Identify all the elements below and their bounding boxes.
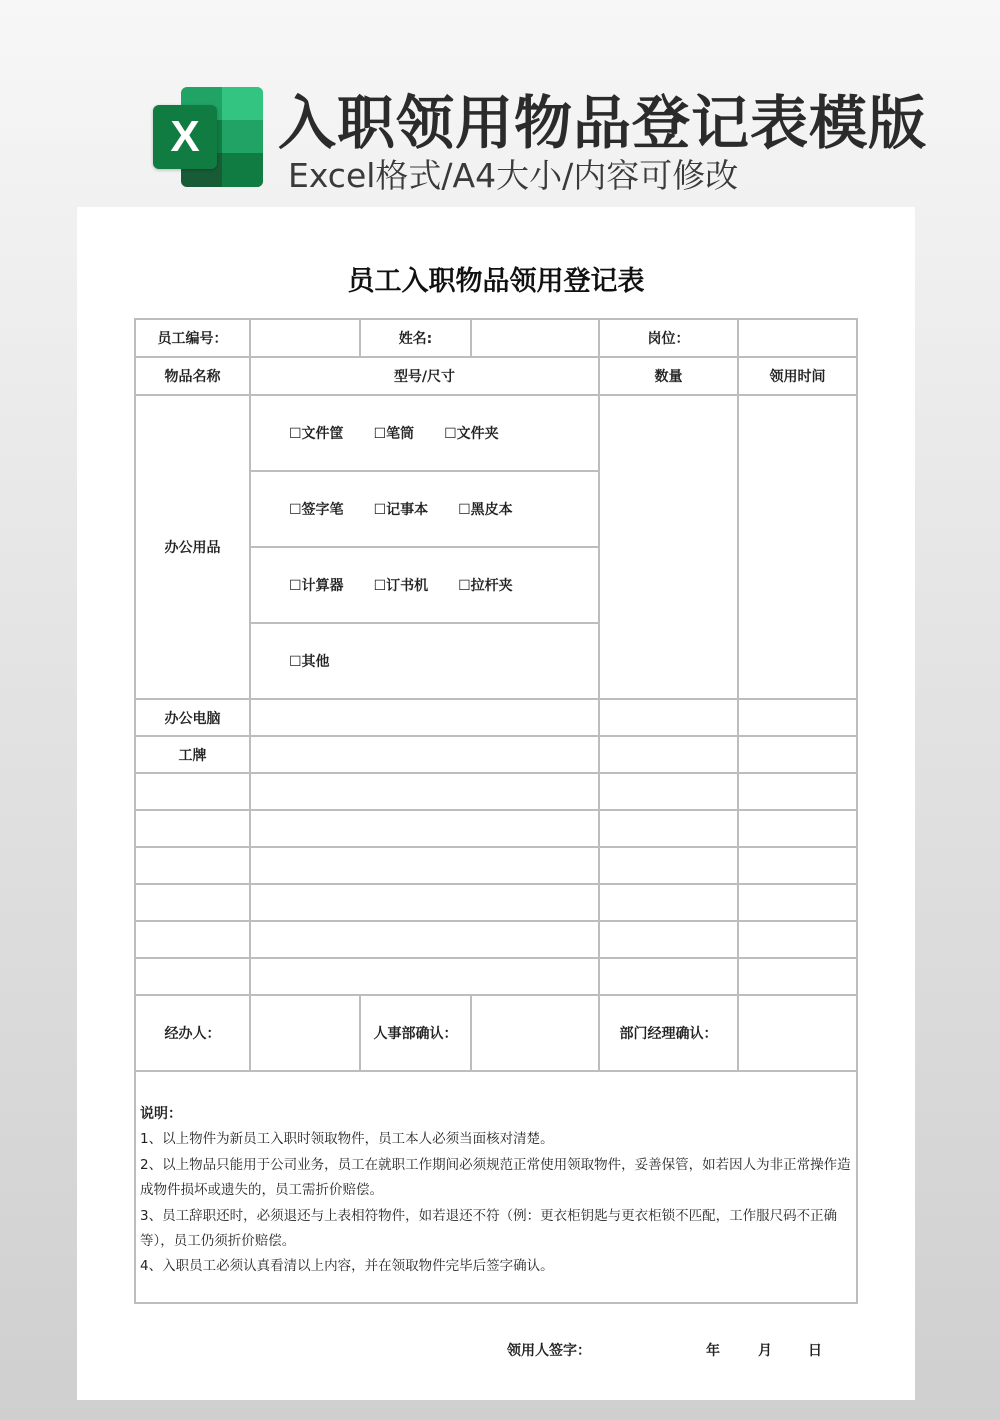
- checkbox-notebook[interactable]: ☐记事本: [373, 502, 429, 518]
- note-line: 4、入职员工必须认真看清以上内容，并在领取物件完毕后签字确认。: [140, 1258, 554, 1275]
- supply-row-4: [250, 623, 599, 699]
- table-row: [135, 699, 857, 736]
- table-row: [135, 884, 857, 921]
- banner-title: 入职领用物品登记表模版: [278, 89, 928, 157]
- signature-label: 领用人签字：: [507, 1343, 591, 1359]
- checkbox-other[interactable]: ☐其他: [289, 654, 330, 670]
- office-supplies-label: 办公用品: [135, 395, 250, 699]
- notes-title: 说明：: [140, 1106, 182, 1122]
- empty-item-field[interactable]: [135, 773, 250, 810]
- notes-section: [135, 1071, 857, 1303]
- computer-model-field[interactable]: [250, 699, 599, 736]
- name-label: 姓名:: [360, 319, 471, 357]
- date-year-label: 年: [706, 1343, 720, 1359]
- empty-time-field[interactable]: [738, 847, 857, 884]
- empty-qty-field[interactable]: [599, 810, 738, 847]
- table-row: [135, 395, 857, 471]
- badge-qty-field[interactable]: [599, 736, 738, 773]
- empty-qty-field[interactable]: [599, 847, 738, 884]
- computer-time-field[interactable]: [738, 699, 857, 736]
- hr-confirm-label: 人事部确认：: [360, 995, 471, 1071]
- empty-model-field[interactable]: [250, 810, 599, 847]
- supply-row-1: [250, 395, 599, 471]
- manager-confirm-label: 部门经理确认：: [599, 995, 738, 1071]
- handler-label: 经办人：: [135, 995, 250, 1071]
- empty-qty-field[interactable]: [599, 884, 738, 921]
- badge-time-field[interactable]: [738, 736, 857, 773]
- checkbox-signing-pen[interactable]: ☐签字笔: [289, 502, 344, 518]
- table-row: [135, 810, 857, 847]
- handler-field[interactable]: [250, 995, 360, 1071]
- date-day-label: 日: [808, 1343, 822, 1359]
- empty-item-field[interactable]: [135, 921, 250, 958]
- table-row: [135, 319, 857, 357]
- position-label: 岗位：: [599, 319, 738, 357]
- table-header-row: [135, 357, 857, 395]
- checkbox-rod-clip[interactable]: ☐拉杆夹: [458, 578, 513, 594]
- employee-no-field[interactable]: [250, 319, 360, 357]
- supplies-qty-field[interactable]: [599, 395, 738, 699]
- notes-row: [135, 1071, 857, 1303]
- empty-model-field[interactable]: [250, 958, 599, 995]
- table-row: [135, 958, 857, 995]
- checkbox-black-notebook[interactable]: ☐黑皮本: [458, 502, 513, 518]
- supply-row-3: [250, 547, 599, 623]
- checkbox-stapler[interactable]: ☐订书机: [373, 578, 429, 594]
- note-line: 3、员工辞职还时，必须退还与上表相符物件，如若退还不符（例：更衣柜钥匙与更衣柜锁不匹配，工作服尺码不正确等），员工仍须折价赔偿。: [140, 1207, 838, 1250]
- position-field[interactable]: [738, 319, 857, 357]
- checkbox-calculator[interactable]: ☐计算器: [289, 578, 344, 594]
- form-title: 员工入职物品领用登记表: [347, 266, 645, 297]
- badge-model-field[interactable]: [250, 736, 599, 773]
- checkbox-folder[interactable]: ☐文件夹: [444, 426, 499, 442]
- computer-qty-field[interactable]: [599, 699, 738, 736]
- col-qty-header: 数量: [599, 357, 738, 395]
- supplies-time-field[interactable]: [738, 395, 857, 699]
- empty-item-field[interactable]: [135, 810, 250, 847]
- banner-subtitle: Excel格式/A4大小/内容可修改: [288, 156, 739, 195]
- empty-time-field[interactable]: [738, 921, 857, 958]
- excel-icon: [153, 87, 263, 187]
- empty-item-field[interactable]: [135, 958, 250, 995]
- table-row: [135, 847, 857, 884]
- empty-qty-field[interactable]: [599, 773, 738, 810]
- manager-confirm-field[interactable]: [738, 995, 857, 1071]
- col-item-header: 物品名称: [135, 357, 250, 395]
- date-month-label: 月: [758, 1343, 772, 1359]
- col-time-header: 领用时间: [738, 357, 857, 395]
- empty-time-field[interactable]: [738, 958, 857, 995]
- hr-confirm-field[interactable]: [471, 995, 599, 1071]
- empty-model-field[interactable]: [250, 847, 599, 884]
- empty-item-field[interactable]: [135, 847, 250, 884]
- table-row: [135, 773, 857, 810]
- empty-model-field[interactable]: [250, 773, 599, 810]
- checkbox-pen-holder[interactable]: ☐笔筒: [373, 426, 415, 442]
- empty-qty-field[interactable]: [599, 921, 738, 958]
- form-paper: [77, 207, 915, 1400]
- col-model-header: 型号/尺寸: [250, 357, 599, 395]
- empty-time-field[interactable]: [738, 810, 857, 847]
- registration-table: [134, 318, 858, 1304]
- checkbox-file-basket[interactable]: ☐文件筐: [289, 426, 344, 442]
- table-row: [135, 921, 857, 958]
- table-row: [135, 995, 857, 1071]
- note-line: 1、以上物件为新员工入职时领取物件，员工本人必须当面核对清楚。: [140, 1131, 554, 1148]
- empty-time-field[interactable]: [738, 773, 857, 810]
- empty-time-field[interactable]: [738, 884, 857, 921]
- empty-model-field[interactable]: [250, 884, 599, 921]
- supply-row-2: [250, 471, 599, 547]
- name-field[interactable]: [471, 319, 599, 357]
- empty-model-field[interactable]: [250, 921, 599, 958]
- empty-qty-field[interactable]: [599, 958, 738, 995]
- empty-item-field[interactable]: [135, 884, 250, 921]
- computer-label: 办公电脑: [135, 699, 250, 736]
- excel-x-badge: X: [153, 105, 217, 169]
- employee-no-label: 员工编号：: [135, 319, 250, 357]
- badge-label: 工牌: [135, 736, 250, 773]
- note-line: 2、以上物品只能用于公司业务，员工在就职工作期间必须规范正常使用领取物件，妥善保管，如若因人为非正常操作造成物件损坏或遗失的，员工需折价赔偿。: [140, 1156, 851, 1199]
- table-row: [135, 736, 857, 773]
